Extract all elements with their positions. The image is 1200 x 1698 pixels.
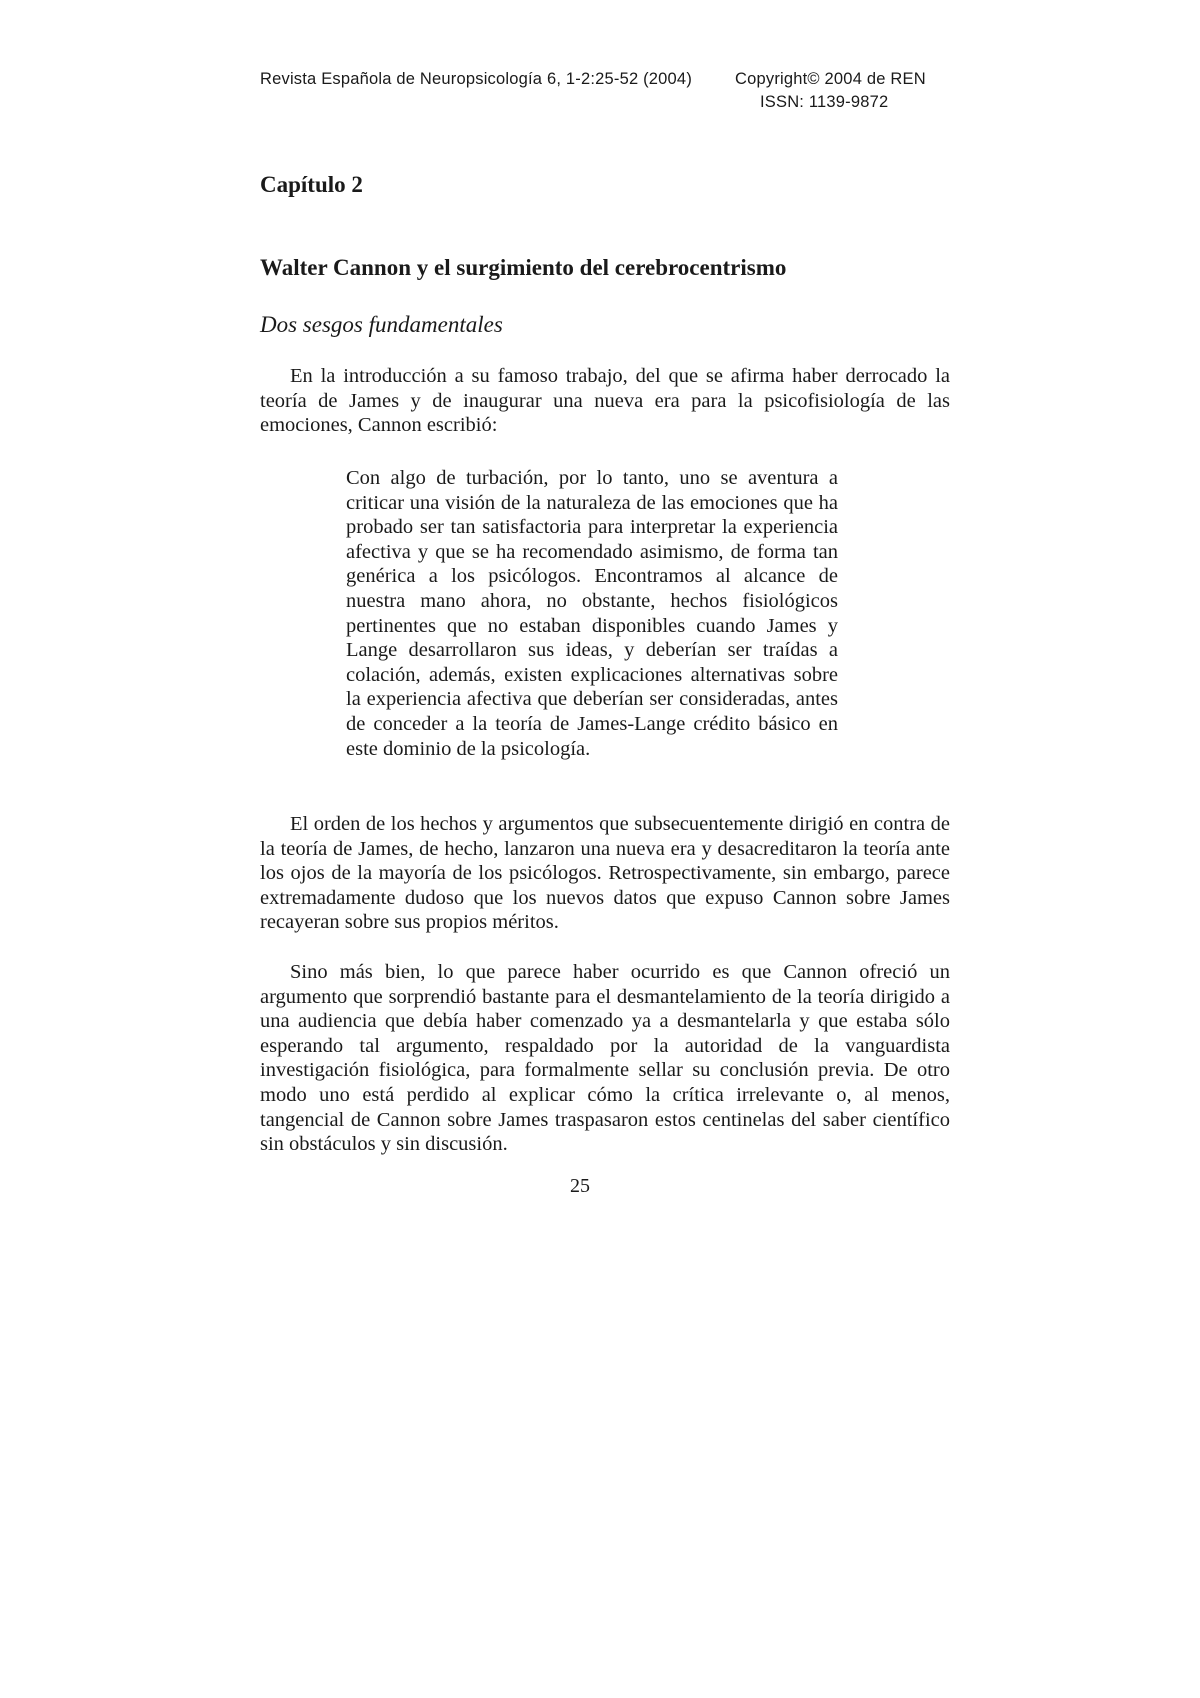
- subsection-title: Dos sesgos fundamentales: [260, 312, 503, 337]
- copyright-notice: Copyright© 2004 de REN: [735, 70, 926, 88]
- section-title: Walter Cannon y el surgimiento del cerebrocentrismo: [260, 255, 787, 280]
- chapter-heading: Capítulo 2: [260, 172, 363, 197]
- issn-number: ISSN: 1139-9872: [760, 93, 889, 111]
- journal-citation: Revista Española de Neuropsicología 6, 1-2:25-52 (2004): [260, 70, 693, 88]
- page-number: 25: [570, 1175, 590, 1197]
- body-paragraph-3: Sino más bien, lo que parece haber ocurrido es que Cannon ofreció un argumento que sorprendió bastante para el desmantelamiento de la teoría dirigido a una audiencia que debía haber comenzado ya a desmantelarla y que estaba sólo esperando tal argumento, respaldado por la autoridad de la vanguardista investigación fisiológica, para formalmente sellar su conclusión previa. De otro modo uno está perdido al explicar cómo la crítica irrelevante o, al menos, tangencial de Cannon sobre James traspasaron estos centinelas del saber científico sin obstáculos y sin discusión.: [260, 961, 950, 1156]
- body-paragraph-2: El orden de los hechos y argumentos que subsecuentemente dirigió en contra de la teoría de James, de hecho, lanzaron una nueva era y desacreditaron la teoría ante los ojos de la mayoría de los psicólogos. Retrospectivamente, sin embargo, parece extremadamente dudoso que los nuevos datos que expuso Cannon sobre James recayeran sobre sus propios méritos.: [260, 813, 950, 934]
- block-quote: Con algo de turbación, por lo tanto, uno se aventura a criticar una visión de la naturaleza de las emociones que ha probado ser tan satisfactoria para interpretar la experiencia afectiva y que se ha recomendado asimismo, de forma tan genérica a los psicólogos. Encontramos al alcance de nuestra mano ahora, no obstante, hechos fisiológicos pertinentes que no estaban disponibles cuando James y Lange desarrollaron sus ideas, y deberían ser traídas a colación, además, existen explicaciones alternativas sobre la experiencia afectiva que deberían ser consideradas, antes de conceder a la teoría de James-Lange crédito básico en este dominio de la psicología.: [346, 467, 838, 760]
- intro-paragraph: En la introducción a su famoso trabajo, del que se afirma haber derrocado la teoría de James y de inaugurar una nueva era para la psicofisiología de las emociones, Cannon escribió:: [260, 365, 950, 437]
